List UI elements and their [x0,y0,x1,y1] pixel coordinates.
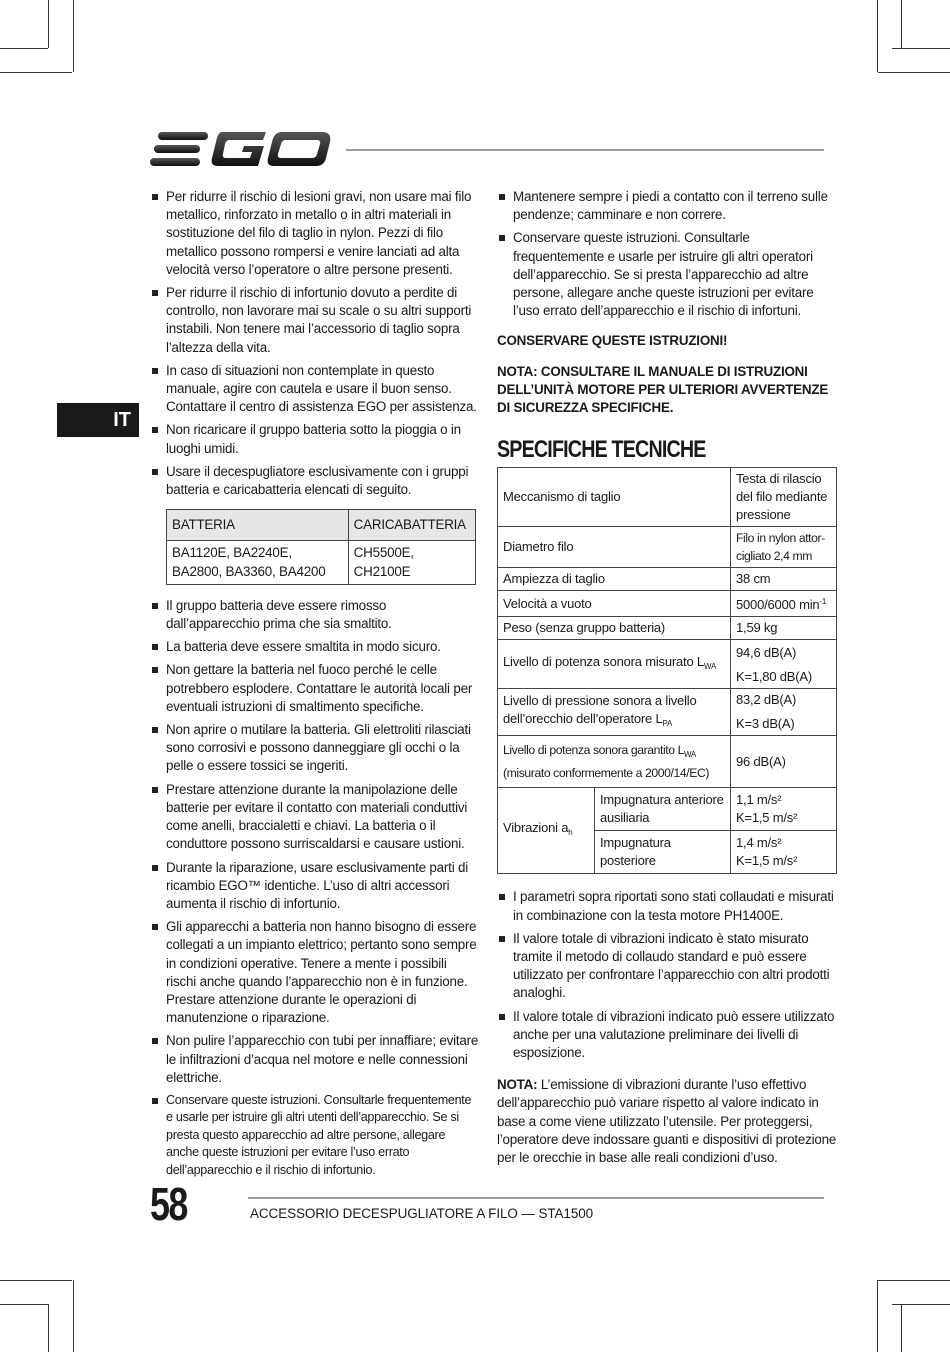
left-column [150,188,480,1184]
table-row [498,617,837,640]
lpa-label: Livello di pressione sonora a livello dell’orecchio dell’operatore L [503,692,697,726]
spec-label [498,689,731,736]
page-number: 58 [150,1178,187,1230]
spec-label: Ampiezza di taglio [498,568,731,591]
footer-rule [248,1197,824,1199]
spec-label [498,736,731,788]
spec-value: 96 dB(A) [731,736,837,788]
table-row [498,527,837,568]
table-header: BATTERIA [167,510,349,541]
speed-exponent: -1 [819,597,827,607]
lwa-k: K=1,80 dB(A) [736,669,813,685]
spec-value: Testa di rilascio del filo mediante pressione [731,468,837,527]
list-item: Prestare attenzione durante la manipolazione delle batterie per evitare il contatto con materiali conduttivi come anelli, braccialetti e chiavi. La batteria o il conduttore possono surriscaldarsi e causare ustioni. [150,781,480,854]
lwag-label-2: (misurato conformemente a 2000/14/EC) [503,766,710,781]
vib-rear-value: 1,4 m/s² [736,835,782,851]
spec-sublabel: Impugnatura anteriore ausiliaria [595,788,731,831]
header-rule [346,149,824,151]
conserve-heading: CONSERVARE QUESTE ISTRUZIONI! [497,333,728,349]
crop-mark [0,1280,72,1281]
list-item: Il valore totale di vibrazioni indicato può essere utilizzato anche per una valutazione preliminare dei livelli di esposizione. [497,1008,837,1063]
list-item: Il gruppo batteria deve essere rimosso dall’apparecchio prima che sia smaltito. [150,597,480,633]
crop-mark [901,0,902,48]
lwag-sub: WA [684,750,696,760]
footer-title: ACCESSORIO DECESPUGLIATORE A FILO — STA1500 [250,1206,594,1221]
spec-label: Velocità a vuoto [498,591,731,617]
spec-value [731,831,837,874]
list-item: Non pulire l’apparecchio con tubi per innaffiare; evitare le infiltrazioni d’acqua nel motore e nelle connessioni elettriche. [150,1032,480,1087]
lpa-value: 83,2 dB(A) [736,692,797,708]
spec-label [498,788,595,874]
lwag-label: Livello di potenza sonora garantito L [503,743,685,758]
lwa-label: Livello di potenza sonora misurato L [503,653,704,669]
spec-label: Meccanismo di taglio [498,468,731,527]
list-item: Usare il decespugliatore esclusivamente con i gruppi batteria e caricabatteria elencati di seguito. [150,463,480,499]
list-item: Conservare queste istruzioni. Consultarle frequentemente e usarle per istruire gli altri utenti dell’apparecchio. Se si presta questo apparecchio ad altre persone, allegare anche queste istruzioni per evitare l’uso errato dell’apparecchio e il rischio di infortunio. [150,1092,480,1179]
table-row [498,736,837,788]
spec-sublabel: Impugnatura posteriore [595,831,731,874]
table-row [498,788,837,831]
crop-mark [877,0,878,72]
crop-mark [0,1304,48,1305]
spec-label: Diametro filo [498,527,731,568]
list-item: Per ridurre il rischio di infortunio dovuto a perdite di controllo, non lavorare mai su scale o su altri supporti instabili. Non tenere mai l’accessorio di taglio sopra l’altezza della vita. [150,284,480,357]
lwa-value: 94,6 dB(A) [736,645,797,661]
spec-value: Filo in nylon attor-cigliato 2,4 mm [731,527,837,568]
ego-logo [150,128,332,170]
list-item: Durante la riparazione, usare esclusivamente parti di ricambio EGO™ identiche. L’uso di altri accessori aumenta il rischio di infortunio. [150,859,480,914]
spec-value [731,689,837,736]
table-row [498,689,837,736]
vib-sub: h [568,828,573,838]
spec-table [497,467,837,874]
spec-label [498,640,731,689]
spec-value [731,788,837,831]
vib-label: Vibrazioni a [503,820,569,836]
safety-list-bottom [150,597,480,1179]
table-cell: BA1120E, BA2240E, BA2800, BA3360, BA4200 [167,541,349,584]
final-note [497,1076,837,1167]
right-column [497,188,837,1167]
list-item: I parametri sopra riportati sono stati collaudati e misurati in combinazione con la testa motore PH1400E. [497,888,837,924]
spec-value: 1,59 kg [731,617,837,640]
list-item: Il valore totale di vibrazioni indicato è stato misurato tramite il metodo di collaudo standard e può essere utilizzato per confrontare l’apparecchio con altri prodotti analoghi. [497,930,837,1003]
crop-mark [877,1280,878,1352]
vib-rear-k: K=1,5 m/s² [736,853,798,869]
note-text: L’emissione di vibrazioni durante l’uso effettivo dell’apparecchio può variare rispetto al valore indicato in base a come viene utilizzato l’utensile. Per proteggersi, l’operatore deve indossare guanti e dispositivi di protezione per le orecchie in base alle reali condizioni d’uso. [497,1077,837,1166]
nota-heading: NOTA: CONSULTARE IL MANUALE DI ISTRUZIONI DELL’UNITÀ MOTORE PER ULTERIORI AVVERTENZE DI SICUREZZA SPECIFICHE. [497,363,829,416]
table-row [498,468,837,527]
lpa-sub: PA [662,718,673,728]
safety-list-right [497,188,837,320]
speed-value: 5000/6000 min [736,597,820,613]
vib-front-value: 1,1 m/s² [736,792,782,808]
crop-mark [73,1280,74,1352]
crop-mark [73,0,74,72]
crop-mark [892,48,950,49]
crop-mark [48,1304,49,1352]
list-item: Per ridurre il rischio di lesioni gravi, non usare mai filo metallico, rinforzato in metallo o in altri materiali in sostituzione del filo di taglio in nylon. Pezzi di filo metallico possono rompersi e venire lanciati ad alta velocità verso l’operatore o altre persone presenti. [150,188,480,279]
crop-mark [48,0,49,48]
list-item: Non aprire o mutilare la batteria. Gli elettroliti rilasciati sono corrosivi e possono danneggiare gli occhi o la pelle o essere tossici se ingeriti. [150,721,480,776]
list-item: In caso di situazioni non contemplate in questo manuale, agire con cautela e usare il buon senso. Contattare il centro di assistenza EGO per assistenza. [150,362,480,417]
table-row [498,568,837,591]
lwa-sub: WA [703,661,717,671]
table-row [498,640,837,689]
spec-value [731,640,837,689]
spec-value: 38 cm [731,568,837,591]
lpa-k: K=3 dB(A) [736,716,795,732]
spec-title: SPECIFICHE TECNICHE [497,436,706,464]
table-row [498,591,837,617]
list-item: Conservare queste istruzioni. Consultarle frequentemente e usarle per istruire gli altri operatori dell’apparecchio. Se si presta l’apparecchio ad altre persone, allegare anche queste istruzioni per evitare l’uso errato dell’apparecchio e il rischio di infortuni. [497,229,837,320]
battery-charger-table [166,509,476,585]
spec-label: Peso (senza gruppo batteria) [498,617,731,640]
note-label: NOTA: [497,1077,538,1093]
list-item: Non gettare la batteria nel fuoco perché le celle potrebbero esplodere. Contattare le autorità locali per eventuali istruzioni di smaltimento specifiche. [150,661,480,716]
list-item: Non ricaricare il gruppo batteria sotto la pioggia o in luoghi umidi. [150,421,480,457]
crop-mark [878,1280,950,1281]
table-header: CARICABATTERIA [348,510,475,541]
crop-mark [0,72,72,73]
safety-list-top [150,188,480,499]
crop-mark [0,48,48,49]
list-item: Mantenere sempre i piedi a contatto con il terreno sulle pendenze; camminare e non correre. [497,188,837,224]
table-cell: CH5500E, CH2100E [348,541,475,584]
list-item: Gli apparecchi a batteria non hanno bisogno di essere collegati a un impianto elettrico; pertanto sono sempre in condizioni operative. Tenere a mente i possibili rischi anche quando l’apparecchio non è in funzione. Prestare attenzione durante le operazioni di manutenzione o riparazione. [150,918,480,1027]
spec-notes-list [497,888,837,1062]
list-item: La batteria deve essere smaltita in modo sicuro. [150,638,480,656]
vib-front-k: K=1,5 m/s² [736,810,798,826]
crop-mark [878,72,950,73]
crop-mark [901,1304,902,1352]
language-tab: IT [57,403,139,437]
spec-value [731,591,837,617]
